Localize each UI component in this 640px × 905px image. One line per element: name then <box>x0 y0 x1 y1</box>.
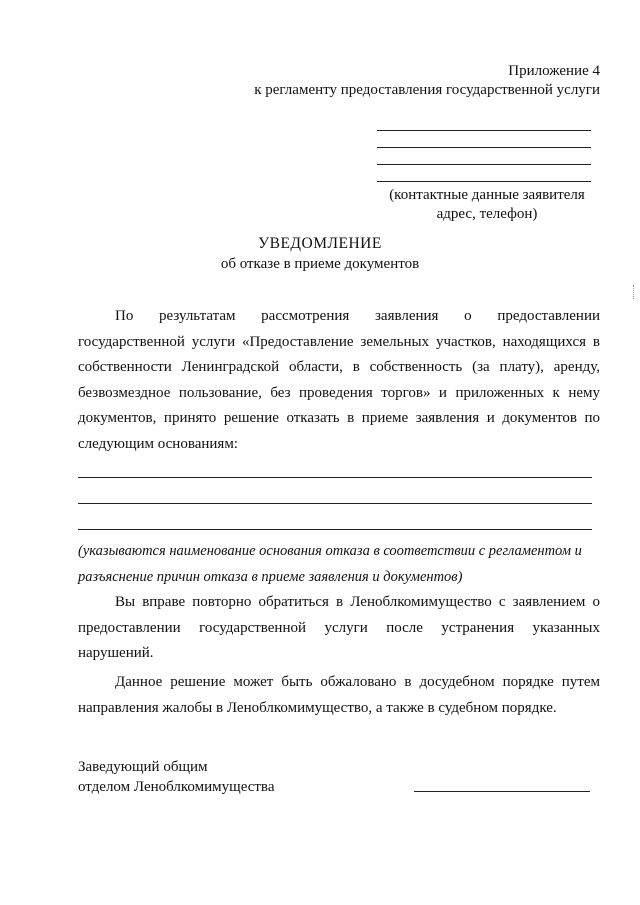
signature-line <box>414 791 590 792</box>
contact-blank-line-2 <box>377 147 591 148</box>
contact-blank-line-1 <box>377 130 591 131</box>
signer-title-line-1: Заведующий общим <box>78 759 208 775</box>
scan-margin-mark <box>633 285 636 299</box>
signer-title-line-2: отделом Леноблкомимущества <box>78 779 275 795</box>
contact-blank-line-4 <box>377 181 591 182</box>
appendix-header <box>254 62 600 100</box>
contact-caption <box>372 186 602 224</box>
contact-caption-line-2: адрес, телефон) <box>436 206 538 222</box>
reason-blank-line-3 <box>78 529 592 530</box>
body-paragraph-appeal: Данное решение может быть обжаловано в досудебном порядке путем направления жалобы в Леноблкомимущество, а также в судебном порядке. <box>78 674 600 716</box>
contact-blank-line-3 <box>377 164 591 165</box>
notice-subtitle: об отказе в приеме документов <box>220 256 420 272</box>
reason-blank-line-2 <box>78 503 592 504</box>
body-paragraph-reapply: Вы вправе повторно обратиться в Леноблкомимущество с заявлением о предоставлении государственной услуги после устранения указанных нарушений. <box>78 594 600 662</box>
appendix-reference: к регламенту предоставления государственной услуги <box>254 82 600 98</box>
body-paragraph-decision: По результатам рассмотрения заявления о предоставлении государственной услуги «Предоставление земельных участков, находящихся в собственности Ленинградской области, в собственность (за плату), аренду, безвозмездное пользование, без проведения торгов» и приложенных к нему документов, принято решение отказать в приеме заявления и документов по следующим основаниям: <box>78 308 600 452</box>
contact-caption-line-1: (контактные данные заявителя <box>389 187 585 203</box>
reason-blank-line-1 <box>78 477 592 478</box>
notice-title: УВЕДОМЛЕНИЕ <box>258 235 382 252</box>
appendix-number: Приложение 4 <box>508 63 600 79</box>
reason-instruction-note: (указываются наименование основания отказа в соответствии с регламентом и разъяснение причин отказа в приеме заявления и документов) <box>78 543 582 585</box>
signer-block <box>78 757 274 797</box>
